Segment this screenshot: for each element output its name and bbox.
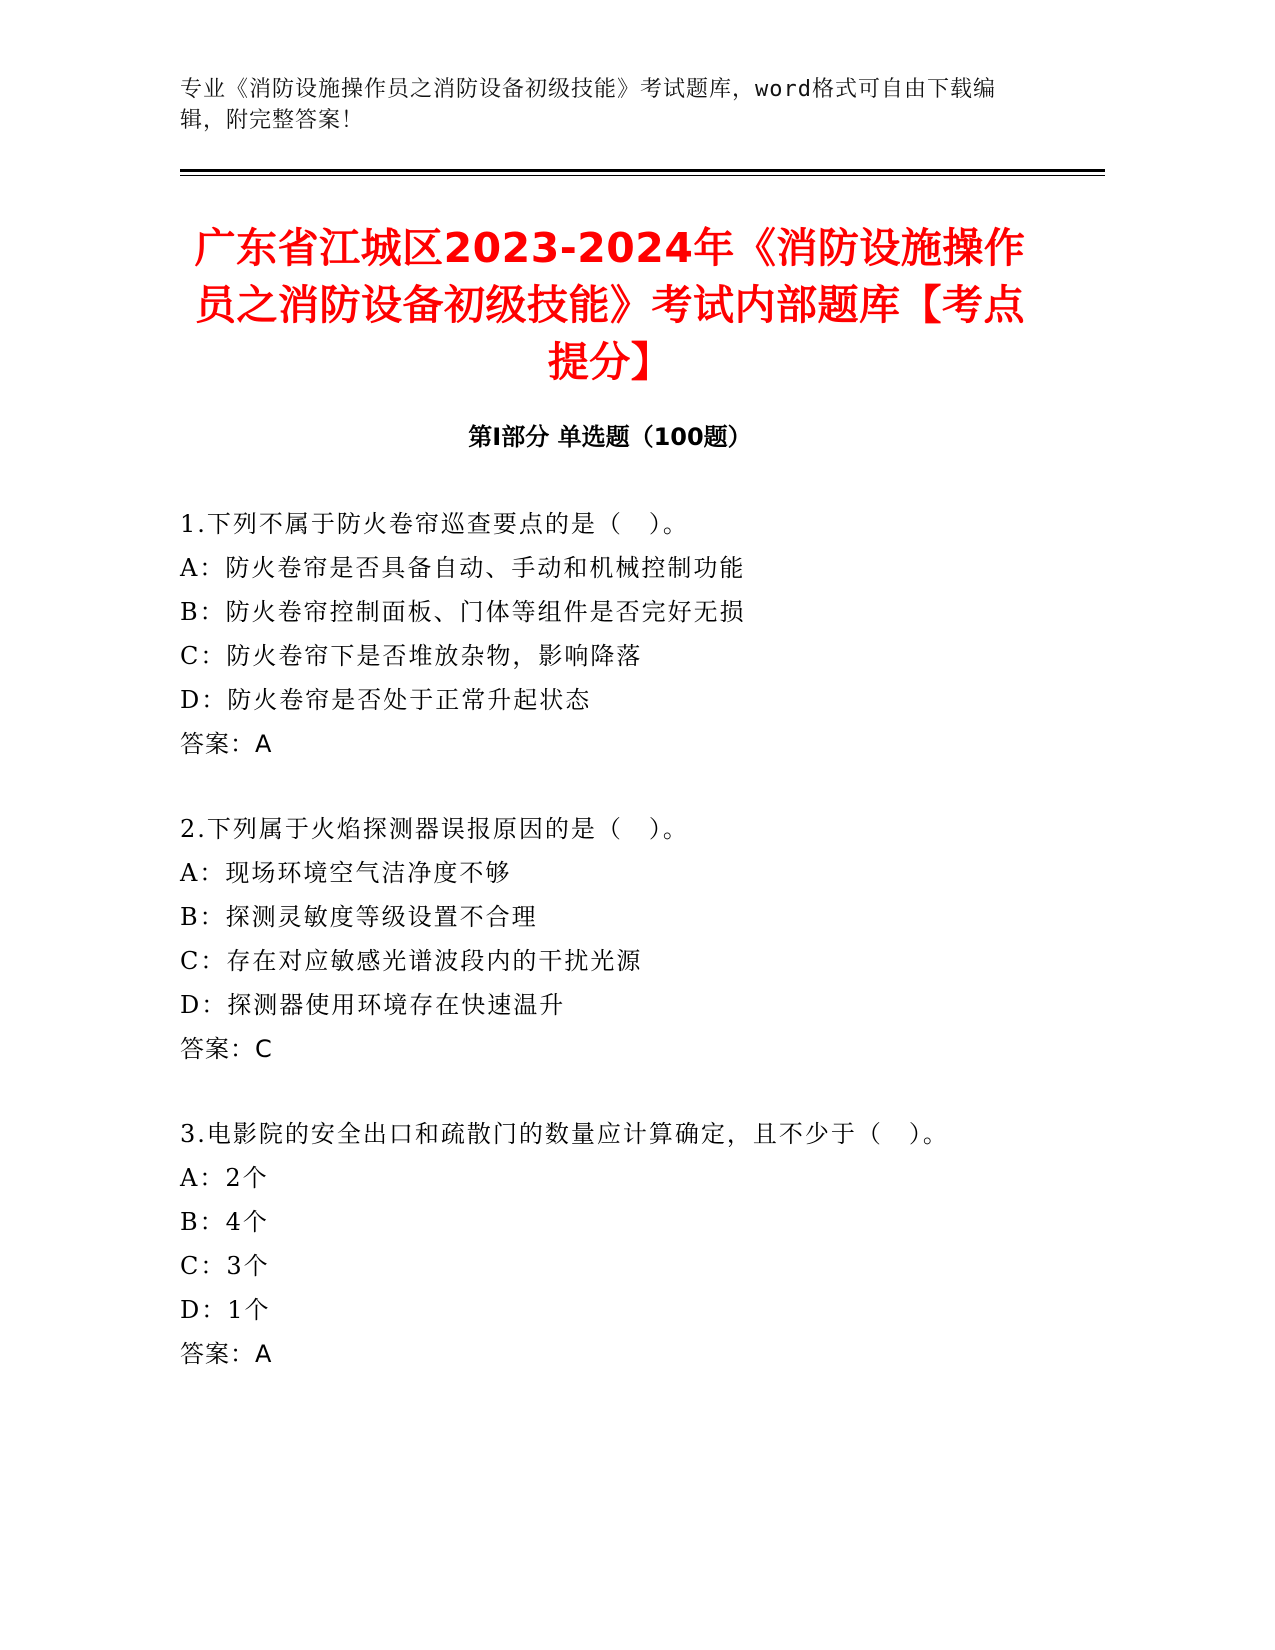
document-title: 广东省江城区2023-2024年《消防设施操作员之消防设备初级技能》考试内部题库【考点提分】 — [194, 224, 1026, 386]
header-note: 专业《消防设施操作员之消防设备初级技能》考试题库，word格式可自由下载编辑，附完整答案！ — [180, 77, 996, 133]
option-d: D：防火卷帘是否处于正常升起状态 — [180, 686, 592, 714]
answer-line: 答案：C — [180, 1035, 273, 1063]
option-c: C：3个 — [180, 1252, 270, 1280]
question-stem: 3.电影院的安全出口和疏散门的数量应计算确定，且不少于（ ）。 — [180, 1120, 949, 1148]
option-c: C：存在对应敏感光谱波段内的干扰光源 — [180, 947, 643, 975]
question-stem: 1.下列不属于防火卷帘巡查要点的是（ ）。 — [180, 510, 689, 538]
header-divider-thick — [180, 169, 1105, 172]
answer-line: 答案：A — [180, 1340, 273, 1368]
option-b: B：4个 — [180, 1208, 269, 1236]
option-a: A：防火卷帘是否具备自动、手动和机械控制功能 — [180, 554, 746, 582]
option-b: B：探测灵敏度等级设置不合理 — [180, 903, 538, 931]
header-divider-thin — [180, 175, 1105, 176]
question-stem: 2.下列属于火焰探测器误报原因的是（ ）。 — [180, 815, 689, 843]
option-d: D：探测器使用环境存在快速温升 — [180, 991, 566, 1019]
question-1 — [180, 502, 1080, 766]
question-3 — [180, 1112, 1080, 1376]
option-b: B：防火卷帘控制面板、门体等组件是否完好无损 — [180, 598, 746, 626]
answer-line: 答案：A — [180, 730, 273, 758]
question-2 — [180, 807, 1080, 1071]
option-a: A：现场环境空气洁净度不够 — [180, 859, 512, 887]
option-d: D：1个 — [180, 1296, 271, 1324]
option-a: A：2个 — [180, 1164, 269, 1192]
section-title: 第I部分 单选题（100题） — [468, 423, 752, 451]
option-c: C：防火卷帘下是否堆放杂物，影响降落 — [180, 642, 643, 670]
